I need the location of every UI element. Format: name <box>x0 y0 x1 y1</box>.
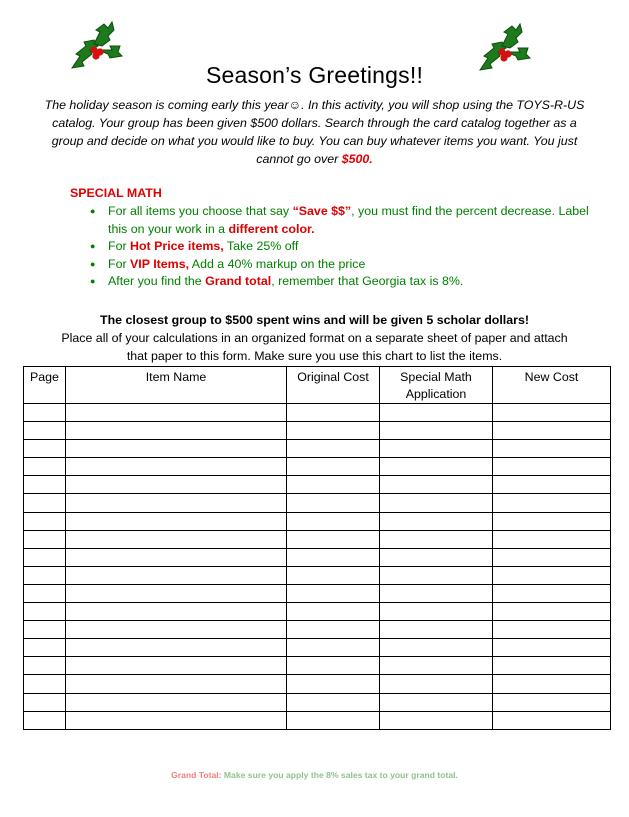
cell-page[interactable] <box>24 603 66 621</box>
cell-item-name[interactable] <box>66 422 287 440</box>
cell-new-cost[interactable] <box>493 512 611 530</box>
cell-item-name[interactable] <box>66 530 287 548</box>
table-row <box>24 566 611 584</box>
cell-item-name[interactable] <box>66 458 287 476</box>
bullet-icon: ● <box>90 258 96 269</box>
cell-special-math[interactable] <box>380 603 493 621</box>
cell-page[interactable] <box>24 584 66 602</box>
cell-item-name[interactable] <box>66 584 287 602</box>
cell-page[interactable] <box>24 711 66 729</box>
cell-new-cost[interactable] <box>493 657 611 675</box>
cell-new-cost[interactable] <box>493 693 611 711</box>
grand-total-label: Grand Total: <box>171 770 222 780</box>
cell-original-cost[interactable] <box>287 404 380 422</box>
shopping-items-table <box>23 366 611 730</box>
cell-item-name[interactable] <box>66 657 287 675</box>
spending-limit: $500. <box>341 152 373 166</box>
cell-original-cost[interactable] <box>287 566 380 584</box>
cell-new-cost[interactable] <box>493 566 611 584</box>
table-row <box>24 584 611 602</box>
rule-item <box>70 273 590 291</box>
table-row <box>24 711 611 729</box>
cell-page[interactable] <box>24 530 66 548</box>
cell-item-name[interactable] <box>66 476 287 494</box>
cell-special-math[interactable] <box>380 458 493 476</box>
column-header-new-cost: New Cost <box>493 367 611 404</box>
cell-new-cost[interactable] <box>493 530 611 548</box>
cell-item-name[interactable] <box>66 693 287 711</box>
cell-new-cost[interactable] <box>493 603 611 621</box>
table-row <box>24 639 611 657</box>
rule-mid: Take 25% off <box>223 239 299 253</box>
table-row <box>24 693 611 711</box>
table-row <box>24 512 611 530</box>
cell-item-name[interactable] <box>66 440 287 458</box>
intro-text: The holiday season is coming early this year☺. In this activity, you will shop using the TOYS-R-US catalog. Your group has been given $500 dollars. Search through the card catalog together as a group and decide on what you would like to buy. You can buy whatever items you want. You just cannot go over <box>44 98 585 166</box>
cell-new-cost[interactable] <box>493 621 611 639</box>
intro-paragraph <box>40 96 589 168</box>
cell-item-name[interactable] <box>66 621 287 639</box>
contest-statement: The closest group to $500 spent wins and will be given 5 scholar dollars! <box>100 313 529 327</box>
cell-page[interactable] <box>24 422 66 440</box>
cell-original-cost[interactable] <box>287 675 380 693</box>
cell-page[interactable] <box>24 566 66 584</box>
cell-special-math[interactable] <box>380 675 493 693</box>
column-header-original-cost: Original Cost <box>287 367 380 404</box>
rule-item <box>70 238 590 256</box>
rule-pre: For <box>108 239 131 253</box>
bullet-icon: ● <box>90 276 96 286</box>
bullet-icon: ● <box>90 241 96 251</box>
rule-item <box>70 256 590 274</box>
cell-new-cost[interactable] <box>493 440 611 458</box>
cell-page[interactable] <box>24 404 66 422</box>
cell-original-cost[interactable] <box>287 584 380 602</box>
rule-hl: Grand total <box>205 274 272 288</box>
cell-page[interactable] <box>24 657 66 675</box>
cell-item-name[interactable] <box>66 675 287 693</box>
cell-page[interactable] <box>24 494 66 512</box>
column-header-page: Page <box>24 367 66 404</box>
cell-special-math[interactable] <box>380 530 493 548</box>
cell-special-math[interactable] <box>380 584 493 602</box>
table-row <box>24 548 611 566</box>
grand-total-note <box>0 770 629 780</box>
cell-new-cost[interactable] <box>493 675 611 693</box>
cell-original-cost[interactable] <box>287 512 380 530</box>
cell-original-cost[interactable] <box>287 530 380 548</box>
cell-page[interactable] <box>24 621 66 639</box>
special-math-heading: SPECIAL MATH <box>70 186 162 200</box>
table-row <box>24 458 611 476</box>
cell-special-math[interactable] <box>380 711 493 729</box>
cell-new-cost[interactable] <box>493 458 611 476</box>
rule-hl: VIP Items, <box>130 256 190 271</box>
cell-special-math[interactable] <box>380 494 493 512</box>
rule-hl2: different color. <box>228 221 315 236</box>
table-row <box>24 440 611 458</box>
table-header-row <box>24 367 611 404</box>
cell-original-cost[interactable] <box>287 657 380 675</box>
cell-original-cost[interactable] <box>287 476 380 494</box>
cell-original-cost[interactable] <box>287 494 380 512</box>
cell-new-cost[interactable] <box>493 494 611 512</box>
rule-hl: “Save $$” <box>292 204 352 218</box>
cell-special-math[interactable] <box>380 548 493 566</box>
column-header-special-math: Special Math Application <box>380 367 493 404</box>
cell-item-name[interactable] <box>66 566 287 584</box>
cell-original-cost[interactable] <box>287 422 380 440</box>
cell-new-cost[interactable] <box>493 476 611 494</box>
table-row <box>24 494 611 512</box>
cell-page[interactable] <box>24 512 66 530</box>
cell-special-math[interactable] <box>380 440 493 458</box>
rule-pre: For all items you choose that say <box>108 204 293 218</box>
cell-new-cost[interactable] <box>493 404 611 422</box>
table-row <box>24 621 611 639</box>
cell-special-math[interactable] <box>380 639 493 657</box>
cell-item-name[interactable] <box>66 711 287 729</box>
cell-page[interactable] <box>24 458 66 476</box>
cell-page[interactable] <box>24 639 66 657</box>
cell-original-cost[interactable] <box>287 603 380 621</box>
rule-pre: For <box>108 256 131 271</box>
cell-item-name[interactable] <box>66 548 287 566</box>
cell-page[interactable] <box>24 476 66 494</box>
cell-item-name[interactable] <box>66 494 287 512</box>
table-row <box>24 603 611 621</box>
cell-special-math[interactable] <box>380 657 493 675</box>
rule-mid: , remember that Georgia tax is 8%. <box>271 274 464 288</box>
bullet-icon: ● <box>90 206 96 216</box>
cell-special-math[interactable] <box>380 566 493 584</box>
cell-new-cost[interactable] <box>493 584 611 602</box>
cell-original-cost[interactable] <box>287 711 380 729</box>
rule-pre: After you find the <box>108 274 206 288</box>
cell-item-name[interactable] <box>66 639 287 657</box>
special-math-rules <box>70 203 590 291</box>
instructions-paragraph: Place all of your calculations in an organized format on a separate sheet of paper and attach that paper to this form. Make sure you use this chart to list the items. <box>61 331 568 363</box>
cell-original-cost[interactable] <box>287 458 380 476</box>
table-row <box>24 476 611 494</box>
cell-original-cost[interactable] <box>287 621 380 639</box>
column-header-item-name: Item Name <box>66 367 287 404</box>
cell-new-cost[interactable] <box>493 422 611 440</box>
cell-page[interactable] <box>24 693 66 711</box>
page-title: Season’s Greetings!! <box>205 62 424 88</box>
cell-new-cost[interactable] <box>493 639 611 657</box>
cell-original-cost[interactable] <box>287 440 380 458</box>
table-row <box>24 404 611 422</box>
rule-item <box>70 203 590 238</box>
grand-total-text: Make sure you apply the 8% sales tax to your grand total. <box>221 770 458 780</box>
cell-special-math[interactable] <box>380 512 493 530</box>
cell-special-math[interactable] <box>380 422 493 440</box>
rule-mid: Add a 40% markup on the price <box>189 256 366 271</box>
cell-item-name[interactable] <box>66 512 287 530</box>
cell-new-cost[interactable] <box>493 548 611 566</box>
cell-new-cost[interactable] <box>493 711 611 729</box>
table-body <box>24 404 611 730</box>
cell-page[interactable] <box>24 440 66 458</box>
cell-special-math[interactable] <box>380 621 493 639</box>
cell-page[interactable] <box>24 675 66 693</box>
rule-mid: , you must find the percent decrease. Label this on your work in a <box>108 204 589 236</box>
table-row <box>24 422 611 440</box>
cell-original-cost[interactable] <box>287 639 380 657</box>
cell-item-name[interactable] <box>66 603 287 621</box>
cell-special-math[interactable] <box>380 404 493 422</box>
cell-original-cost[interactable] <box>287 548 380 566</box>
cell-special-math[interactable] <box>380 693 493 711</box>
cell-item-name[interactable] <box>66 404 287 422</box>
rule-hl: Hot Price items, <box>130 239 224 253</box>
table-row <box>24 530 611 548</box>
cell-special-math[interactable] <box>380 476 493 494</box>
cell-page[interactable] <box>24 548 66 566</box>
table-row <box>24 657 611 675</box>
table-row <box>24 675 611 693</box>
cell-original-cost[interactable] <box>287 693 380 711</box>
